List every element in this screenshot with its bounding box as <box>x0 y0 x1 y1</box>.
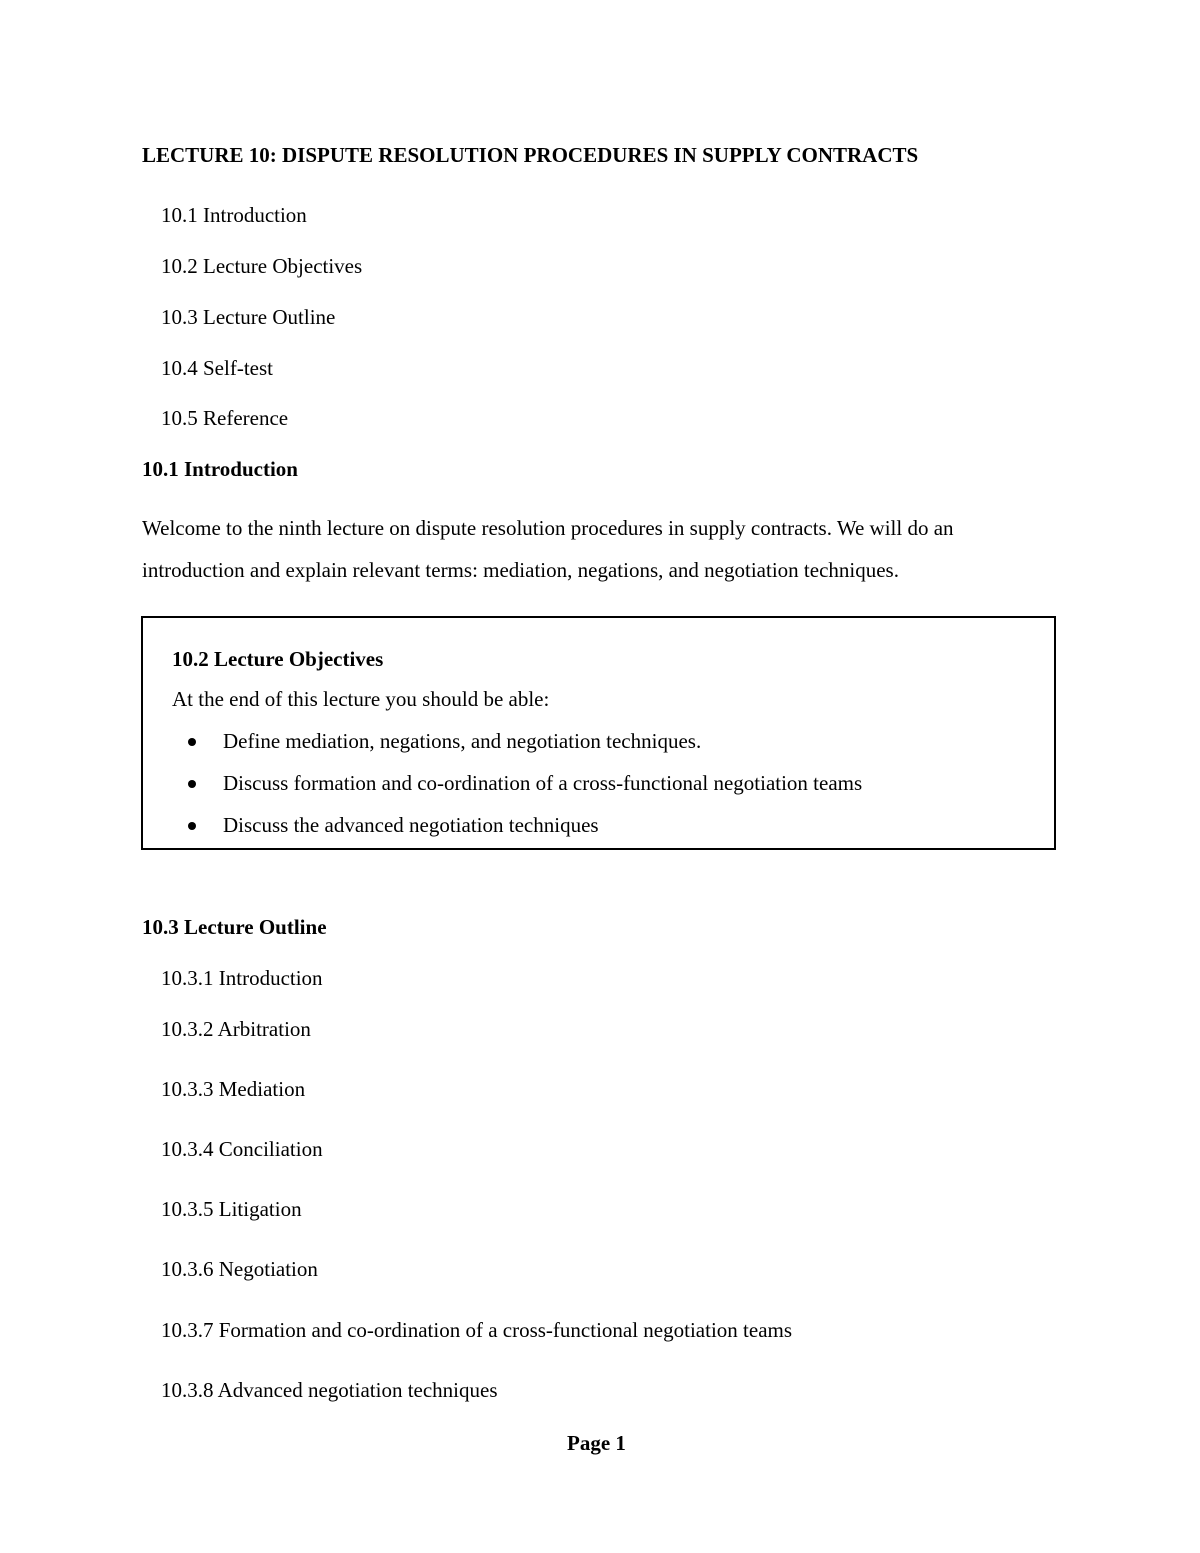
document-title: LECTURE 10: DISPUTE RESOLUTION PROCEDURES IN SUPPLY CONTRACTS <box>142 143 919 167</box>
toc-item-objectives: 10.2 Lecture Objectives <box>161 254 363 278</box>
outline-item: 10.3.7 Formation and co-ordination of a cross-functional negotiation teams <box>161 1318 793 1342</box>
toc-item-introduction: 10.1 Introduction <box>161 203 307 227</box>
outline-item: 10.3.3 Mediation <box>161 1077 306 1101</box>
introduction-paragraph-line-2: introduction and explain relevant terms: mediation, negations, and negotiation techniques. <box>142 558 899 582</box>
bullet-icon <box>188 738 196 746</box>
outline-item: 10.3.4 Conciliation <box>161 1137 323 1161</box>
objective-item: Discuss the advanced negotiation techniques <box>223 813 599 837</box>
toc-item-self-test: 10.4 Self-test <box>161 356 273 380</box>
objectives-heading: 10.2 Lecture Objectives <box>172 647 384 671</box>
objectives-intro: At the end of this lecture you should be able: <box>172 687 550 711</box>
introduction-heading: 10.1 Introduction <box>142 457 298 481</box>
bullet-icon <box>188 780 196 788</box>
introduction-paragraph-line-1: Welcome to the ninth lecture on dispute resolution procedures in supply contracts. We will do an <box>142 516 954 540</box>
outline-heading: 10.3 Lecture Outline <box>142 915 327 939</box>
outline-item: 10.3.6 Negotiation <box>161 1257 318 1281</box>
outline-item: 10.3.5 Litigation <box>161 1197 302 1221</box>
objective-item: Define mediation, negations, and negotiation techniques. <box>223 729 702 753</box>
outline-item: 10.3.2 Arbitration <box>161 1017 311 1041</box>
toc-item-outline: 10.3 Lecture Outline <box>161 305 336 329</box>
outline-item: 10.3.1 Introduction <box>161 966 323 990</box>
objective-item: Discuss formation and co-ordination of a cross-functional negotiation teams <box>223 771 863 795</box>
outline-item: 10.3.8 Advanced negotiation techniques <box>161 1378 498 1402</box>
bullet-icon <box>188 822 196 830</box>
page-number: Page 1 <box>567 1431 626 1455</box>
toc-item-reference: 10.5 Reference <box>161 406 289 430</box>
